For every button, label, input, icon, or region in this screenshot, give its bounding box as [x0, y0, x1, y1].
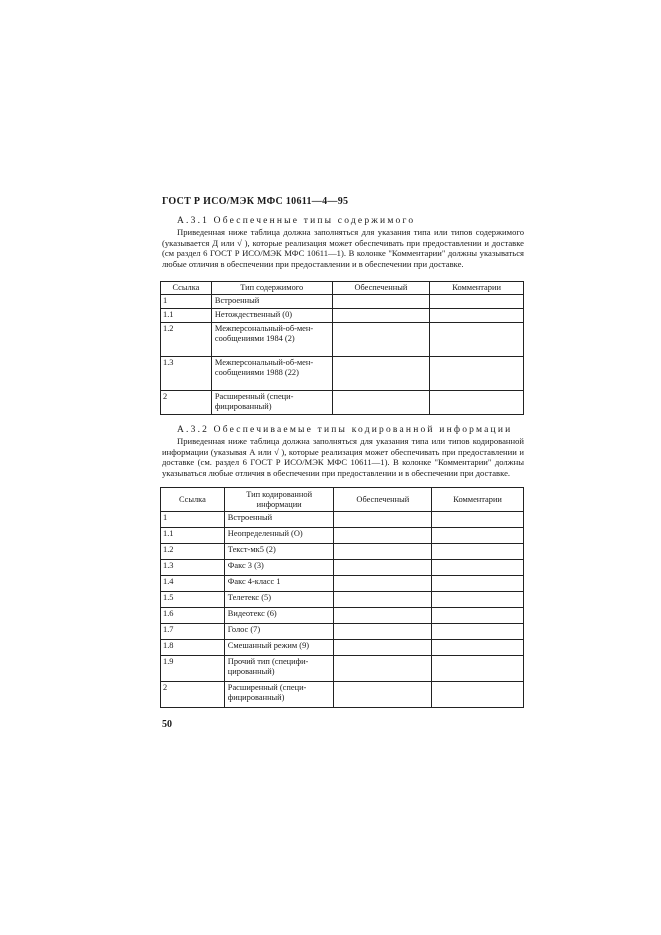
type-cell: Неопределенный (О): [224, 528, 334, 544]
comments-cell: [432, 560, 524, 576]
column-header-encoded-type: Тип кодированной информации: [224, 488, 334, 512]
supported-cell: [334, 592, 432, 608]
reference-cell: 1: [161, 512, 225, 528]
table-row: [161, 391, 524, 415]
reference-cell: 1.5: [161, 592, 225, 608]
table-row: [161, 544, 524, 560]
comments-cell: [432, 656, 524, 682]
comments-cell: [432, 576, 524, 592]
document-header: ГОСТ Р ИСО/МЭК МФС 10611—4—95: [162, 196, 349, 207]
table-row: [161, 357, 524, 391]
column-header-comments: Комментарии: [432, 488, 524, 512]
type-cell: Телетекс (5): [224, 592, 334, 608]
reference-cell: 1.1: [161, 528, 225, 544]
type-cell: Расширенный (специ-фицированный): [224, 682, 334, 708]
supported-cell: [334, 608, 432, 624]
table-row: [161, 656, 524, 682]
section-a32-paragraph-text: Приведенная ниже таблица должна заполняться для указания типа или типов кодированной информации (указывая А или √ ), которые реализация может обеспечивать при предоставлении и доставке (см. раздел 6 ГОСТ Р ИСО/МЭК МФС 10611—1). В колонке "Комментарии" должны указываться любые отличия в обеспечении при предоставлении и в обеспечении при доставке.: [162, 436, 524, 478]
type-cell: Факс 4-класс 1: [224, 576, 334, 592]
supported-cell: [332, 323, 430, 357]
column-header-reference: Ссылка: [161, 488, 225, 512]
reference-cell: 1.8: [161, 640, 225, 656]
supported-cell: [334, 682, 432, 708]
reference-cell: 1: [161, 295, 212, 309]
table-row: [161, 309, 524, 323]
comments-cell: [432, 682, 524, 708]
supported-cell: [332, 357, 430, 391]
type-cell: Прочий тип (специфи-цированный): [224, 656, 334, 682]
comments-cell: [430, 295, 524, 309]
column-header-content-type: Тип содержимого: [211, 282, 332, 295]
table-header-row: [161, 282, 524, 295]
type-cell: Голос (7): [224, 624, 334, 640]
type-cell: Видеотекс (6): [224, 608, 334, 624]
supported-cell: [334, 656, 432, 682]
reference-cell: 1.4: [161, 576, 225, 592]
section-a32-title: А.3.2 Обеспечиваемые типы кодированной информации: [177, 425, 513, 435]
supported-cell: [332, 391, 430, 415]
reference-cell: 1.2: [161, 544, 225, 560]
table-row: [161, 640, 524, 656]
type-cell: Смешанный режим (9): [224, 640, 334, 656]
reference-cell: 1.2: [161, 323, 212, 357]
comments-cell: [430, 391, 524, 415]
supported-cell: [334, 624, 432, 640]
table-row: [161, 512, 524, 528]
table-row: [161, 295, 524, 309]
comments-cell: [432, 544, 524, 560]
reference-cell: 2: [161, 391, 212, 415]
supported-cell: [334, 560, 432, 576]
table-row: [161, 624, 524, 640]
comments-cell: [432, 592, 524, 608]
supported-cell: [334, 544, 432, 560]
comments-cell: [432, 528, 524, 544]
encoded-info-types-table: [160, 487, 524, 708]
comments-cell: [432, 512, 524, 528]
comments-cell: [432, 608, 524, 624]
supported-cell: [332, 309, 430, 323]
supported-cell: [332, 295, 430, 309]
type-cell: Факс 3 (3): [224, 560, 334, 576]
comments-cell: [432, 624, 524, 640]
reference-cell: 1.6: [161, 608, 225, 624]
table-row: [161, 592, 524, 608]
table-row: [161, 323, 524, 357]
type-cell: Текст-мк5 (2): [224, 544, 334, 560]
supported-cell: [334, 512, 432, 528]
comments-cell: [430, 323, 524, 357]
reference-cell: 1.7: [161, 624, 225, 640]
section-a31-paragraph: [162, 227, 524, 269]
supported-cell: [334, 528, 432, 544]
reference-cell: 1.3: [161, 560, 225, 576]
type-cell: Межперсональный-об-мен-сообщениями 1984 (2): [211, 323, 332, 357]
section-a31-paragraph-text: Приведенная ниже таблица должна заполняться для указания типа или типов содержимого (указывается Д или √ ), которые реализация может обеспечивать при предоставлении и доставке (см раздел 6 ГОСТ Р ИСО/МЭК МФС 10611—1). В колонке "Комментарии" должны указываться любые отличия в обеспечении при предоставлении и в обеспечении при доставке.: [162, 227, 524, 269]
type-cell: Встроенный: [224, 512, 334, 528]
table-row: [161, 682, 524, 708]
table-header-row: [161, 488, 524, 512]
reference-cell: 1.9: [161, 656, 225, 682]
reference-cell: 1.3: [161, 357, 212, 391]
content-types-table: [160, 281, 524, 415]
comments-cell: [430, 309, 524, 323]
column-header-supported: Обеспеченный: [334, 488, 432, 512]
supported-cell: [334, 576, 432, 592]
comments-cell: [430, 357, 524, 391]
table-row: [161, 576, 524, 592]
type-cell: Нетождественный (0): [211, 309, 332, 323]
page-number: 50: [162, 719, 172, 730]
reference-cell: 2: [161, 682, 225, 708]
table-row: [161, 608, 524, 624]
comments-cell: [432, 640, 524, 656]
column-header-reference: Ссылка: [161, 282, 212, 295]
section-a32-paragraph: [162, 436, 524, 478]
type-cell: Межперсональный-об-мен-сообщениями 1988 (22): [211, 357, 332, 391]
section-a31-title: А.3.1 Обеспеченные типы содержимого: [177, 216, 416, 226]
type-cell: Встроенный: [211, 295, 332, 309]
reference-cell: 1.1: [161, 309, 212, 323]
column-header-supported: Обеспеченный: [332, 282, 430, 295]
supported-cell: [334, 640, 432, 656]
table-row: [161, 528, 524, 544]
table-row: [161, 560, 524, 576]
column-header-comments: Комментарии: [430, 282, 524, 295]
type-cell: Расширенный (специ-фицированный): [211, 391, 332, 415]
